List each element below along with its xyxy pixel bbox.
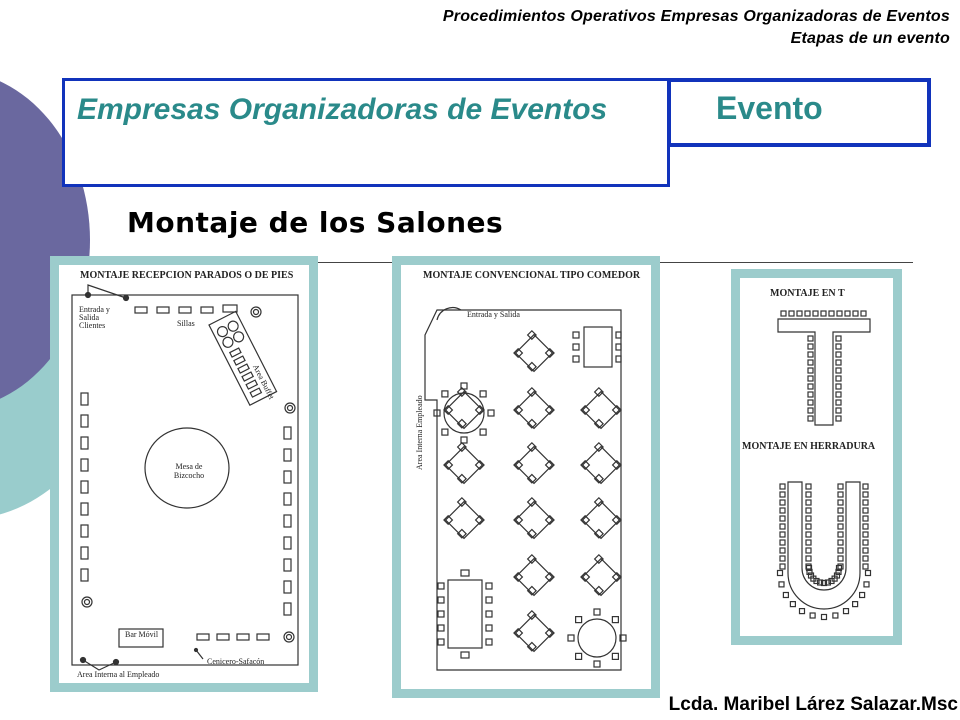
dining-chair — [438, 597, 444, 603]
plan-dining-drawing — [401, 265, 651, 689]
dining-table-rect — [448, 580, 482, 648]
chair — [833, 613, 838, 618]
chair — [808, 392, 813, 397]
dining-chair — [573, 344, 579, 350]
chair — [821, 311, 826, 316]
chair — [853, 311, 858, 316]
chair — [806, 548, 811, 553]
dining-chair — [461, 570, 469, 576]
chair — [863, 508, 868, 513]
chair — [861, 311, 866, 316]
label-chairs: Sillas — [177, 319, 195, 328]
chair — [864, 582, 869, 587]
chair — [863, 564, 868, 569]
chair — [860, 593, 865, 598]
chair — [863, 492, 868, 497]
dining-chair — [594, 661, 600, 667]
dining-chair — [438, 583, 444, 589]
dining-chair — [438, 639, 444, 645]
dining-chair — [438, 611, 444, 617]
plan-t-title: MONTAJE EN T — [770, 288, 845, 299]
chair — [808, 408, 813, 413]
chair — [780, 564, 785, 569]
dining-chair — [573, 356, 579, 362]
chair — [863, 484, 868, 489]
chair — [806, 508, 811, 513]
chair — [808, 400, 813, 405]
plan-u-title: MONTAJE EN HERRADURA — [742, 441, 876, 452]
chair — [808, 368, 813, 373]
dining-chair — [486, 597, 492, 603]
chair — [800, 609, 805, 614]
header-line-2: Etapas de un evento — [790, 30, 950, 47]
dining-chair — [438, 625, 444, 631]
chair — [806, 516, 811, 521]
chair — [863, 524, 868, 529]
chair — [806, 556, 811, 561]
dining-table-square — [516, 615, 553, 652]
plan-reception-title: MONTAJE RECEPCION PARADOS O DE PIES — [80, 270, 294, 281]
chair — [836, 384, 841, 389]
dining-chair — [486, 611, 492, 617]
chair — [845, 311, 850, 316]
chair — [837, 311, 842, 316]
chair — [838, 564, 843, 569]
chair — [836, 344, 841, 349]
chair — [829, 311, 834, 316]
chair — [780, 556, 785, 561]
dining-table-square — [583, 502, 620, 539]
chair — [863, 516, 868, 521]
plan-dining-title: MONTAJE CONVENCIONAL TIPO COMEDOR — [423, 270, 641, 281]
title-box — [62, 78, 670, 187]
chair — [808, 384, 813, 389]
chair — [838, 540, 843, 545]
chair — [806, 532, 811, 537]
chair — [805, 311, 810, 316]
chair — [780, 484, 785, 489]
chair — [838, 548, 843, 553]
chair — [838, 500, 843, 505]
chair — [863, 540, 868, 545]
chair — [806, 500, 811, 505]
chair — [863, 548, 868, 553]
chair — [779, 582, 784, 587]
chair — [790, 602, 795, 607]
dining-chair — [616, 332, 621, 338]
chair — [853, 602, 858, 607]
chair — [780, 492, 785, 497]
dining-chair — [442, 429, 448, 435]
chair — [863, 532, 868, 537]
label-dining-employee-area: Area Interna Empleado — [415, 395, 424, 470]
dining-table-square — [516, 502, 553, 539]
dining-chair — [616, 356, 621, 362]
chair — [838, 532, 843, 537]
chair — [863, 500, 868, 505]
dining-chair — [568, 635, 574, 641]
dining-chair — [486, 583, 492, 589]
dining-table-square — [516, 335, 553, 372]
dining-chair — [573, 332, 579, 338]
chair — [781, 311, 786, 316]
dining-chair — [612, 653, 618, 659]
chair — [780, 532, 785, 537]
chair — [866, 571, 871, 576]
evento-label: Evento — [716, 90, 823, 126]
dining-table-square — [516, 392, 553, 429]
dining-chair — [488, 410, 494, 416]
dining-table-square — [516, 447, 553, 484]
chair — [836, 336, 841, 341]
chair — [836, 392, 841, 397]
label-mobile-bar: Bar Móvil — [125, 630, 159, 639]
chair — [808, 360, 813, 365]
chair — [808, 352, 813, 357]
chair — [783, 593, 788, 598]
dining-table-square — [583, 447, 620, 484]
dining-chair — [616, 344, 621, 350]
plan-dining-frame — [392, 256, 660, 698]
chair — [822, 615, 827, 620]
evento-box — [667, 78, 931, 147]
plan-shapes-drawing — [740, 278, 893, 636]
chair — [838, 484, 843, 489]
plan-shapes-frame — [731, 269, 902, 645]
label-employee-area: Area Interna al Empleado — [77, 670, 160, 679]
chair — [808, 376, 813, 381]
header-line-1: Procedimientos Operativos Empresas Organizadoras de Eventos — [442, 8, 950, 25]
chair — [838, 524, 843, 529]
chair — [780, 500, 785, 505]
chair — [836, 352, 841, 357]
dining-chair — [486, 625, 492, 631]
chair — [863, 556, 868, 561]
label-cake-table: Mesa de Bizcocho — [173, 462, 205, 480]
dining-table-square — [446, 447, 483, 484]
dining-chair — [442, 391, 448, 397]
chair — [780, 524, 785, 529]
chair — [780, 516, 785, 521]
dining-chair — [480, 429, 486, 435]
chair — [836, 360, 841, 365]
footer-author: Lcda. Maribel Lárez Salazar.Msc — [668, 694, 958, 715]
dining-chair — [576, 653, 582, 659]
label-buffet-area: Area Buffet — [250, 363, 277, 401]
chair — [810, 613, 815, 618]
chair — [780, 548, 785, 553]
dining-table-square — [516, 559, 553, 596]
chair — [838, 508, 843, 513]
slide-subtitle: Montaje de los Salones — [127, 206, 504, 239]
dining-chair — [576, 617, 582, 623]
chair — [808, 416, 813, 421]
chair — [836, 368, 841, 373]
dining-chair — [612, 617, 618, 623]
chair — [836, 376, 841, 381]
chair — [806, 484, 811, 489]
chair — [838, 492, 843, 497]
chair — [806, 492, 811, 497]
chair — [808, 344, 813, 349]
dining-chair — [594, 609, 600, 615]
label-entrance-clients: Entrada y Salida Clientes — [79, 305, 110, 330]
chair — [780, 540, 785, 545]
chair — [806, 524, 811, 529]
chair — [797, 311, 802, 316]
dining-table-square — [583, 559, 620, 596]
chair — [838, 556, 843, 561]
chair — [789, 311, 794, 316]
dining-chair — [486, 639, 492, 645]
dining-table-square — [446, 502, 483, 539]
chair — [836, 400, 841, 405]
chair — [836, 408, 841, 413]
dining-table-square — [583, 392, 620, 429]
chair — [844, 609, 849, 614]
chair — [808, 336, 813, 341]
label-dining-entrance: Entrada y Salida — [467, 310, 520, 319]
plan-reception-frame — [50, 256, 318, 692]
chair — [836, 416, 841, 421]
label-ashtray: Cenicero-Safacón — [207, 657, 265, 666]
dining-table-round — [578, 619, 616, 657]
chair — [813, 311, 818, 316]
chair — [806, 540, 811, 545]
dining-chair — [461, 652, 469, 658]
dining-chair — [480, 391, 486, 397]
chair — [838, 516, 843, 521]
chair — [778, 571, 783, 576]
chair — [780, 508, 785, 513]
slide-title: Empresas Organizadoras de Eventos — [77, 93, 608, 126]
